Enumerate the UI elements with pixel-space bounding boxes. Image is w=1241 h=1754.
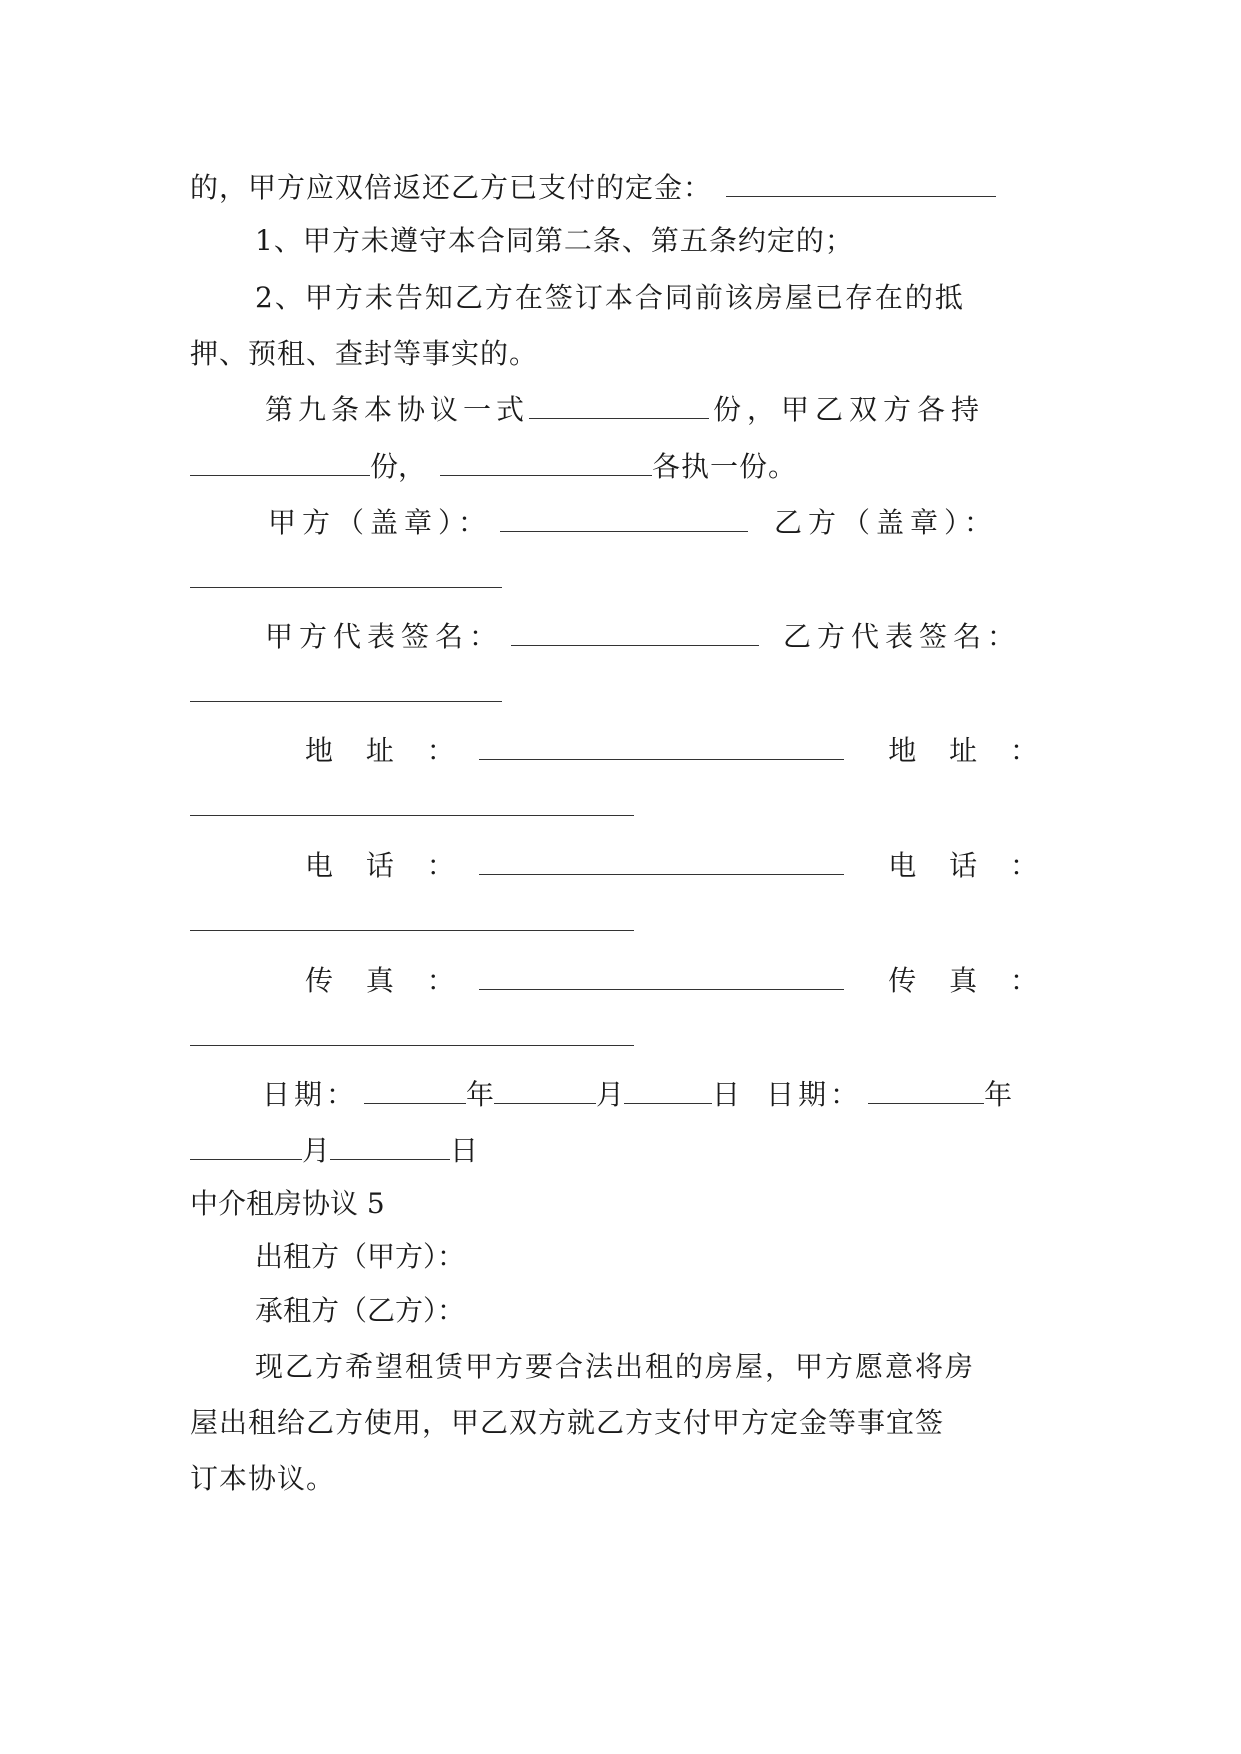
day-text: 日 (712, 1078, 741, 1111)
party-a-address-label: 地 址 ： (305, 734, 467, 767)
party-b-date-label: 日期： (766, 1078, 863, 1111)
fax-line-cont (190, 1016, 1050, 1058)
year-text-b: 年 (984, 1078, 1013, 1111)
party-a-fax-label: 传 真 ： (305, 964, 467, 997)
seal-line (268, 502, 1050, 544)
phone-line (305, 845, 1050, 887)
rep-line-cont (190, 672, 1050, 714)
blank-party-b-month[interactable] (190, 1133, 302, 1160)
clause-item-2-cont: 押、预租、查封等事实的。 (190, 337, 539, 370)
rep-line (265, 616, 1050, 658)
date-line (262, 1074, 1050, 1116)
line-deposit-refund (190, 167, 1050, 209)
text-deposit-refund: 的，甲方应双倍返还乙方已支付的定金： (190, 171, 713, 204)
lessor-label: 出租方（甲方）： (255, 1240, 466, 1273)
clause-item-1: 1、甲方未遵守本合同第二条、第五条约定的； (255, 224, 854, 257)
party-a-phone-label: 电 话 ： (305, 849, 467, 882)
blank-party-a-month[interactable] (494, 1077, 596, 1104)
seal-line-cont (190, 558, 1050, 600)
blank-deposit-amount[interactable] (726, 170, 996, 197)
party-a-seal-label: 甲方（盖章）： (268, 506, 493, 539)
lessee-label: 承租方（乙方）： (255, 1294, 466, 1327)
blank-copies-other[interactable] (440, 449, 652, 476)
party-b-seal-label: 乙方（盖章）： (774, 506, 999, 539)
blank-party-a-year[interactable] (364, 1077, 466, 1104)
year-text: 年 (466, 1078, 495, 1111)
blank-party-b-fax[interactable] (190, 1019, 634, 1046)
article-nine-cont (190, 446, 1050, 488)
fax-line (305, 960, 1050, 1002)
blank-party-a-rep[interactable] (511, 619, 759, 646)
party-b-address-label: 地 址 ： (888, 734, 1050, 767)
paragraph-line-3: 订本协议。 (190, 1462, 336, 1495)
party-b-rep-label: 乙方代表签名： (783, 620, 1022, 653)
article-nine (265, 389, 1050, 431)
blank-party-a-address[interactable] (479, 733, 844, 760)
clause-item-2: 2、甲方未告知乙方在签订本合同前该房屋已存在的抵 (255, 281, 965, 314)
blank-party-a-phone[interactable] (479, 848, 844, 875)
article-nine-text-c: 份， (370, 450, 427, 483)
doc5-title: 中介租房协议 5 (190, 1187, 385, 1220)
article-nine-text-d: 各执一份。 (652, 450, 798, 483)
party-a-date-label: 日期： (262, 1078, 359, 1111)
date-line-cont (190, 1130, 1050, 1172)
month-text: 月 (596, 1078, 625, 1111)
party-b-phone-label: 电 话 ： (888, 849, 1050, 882)
article-nine-text-a: 第九条本协议一式 (265, 393, 530, 426)
party-a-rep-label: 甲方代表签名： (265, 620, 504, 653)
day-text-b: 日 (450, 1134, 479, 1167)
article-nine-text-b: 份，甲乙双方各持 (713, 393, 986, 426)
paragraph-line-1: 现乙方希望租赁甲方要合法出租的房屋，甲方愿意将房 (255, 1350, 976, 1383)
party-b-fax-label: 传 真 ： (888, 964, 1050, 997)
blank-party-a-seal[interactable] (500, 505, 748, 532)
blank-party-b-phone[interactable] (190, 904, 634, 931)
blank-party-b-year[interactable] (868, 1077, 984, 1104)
address-line (305, 730, 1050, 772)
blank-party-a-day[interactable] (624, 1077, 712, 1104)
blank-party-b-rep[interactable] (190, 675, 502, 702)
phone-line-cont (190, 901, 1050, 943)
blank-copies-total[interactable] (529, 392, 709, 419)
blank-party-a-fax[interactable] (479, 963, 844, 990)
blank-copies-each[interactable] (190, 449, 370, 476)
blank-party-b-day[interactable] (330, 1133, 450, 1160)
blank-party-b-seal[interactable] (190, 561, 502, 588)
address-line-cont (190, 786, 1050, 828)
month-text-b: 月 (302, 1134, 331, 1167)
blank-party-b-address[interactable] (190, 789, 634, 816)
paragraph-line-2: 屋出租给乙方使用，甲乙双方就乙方支付甲方定金等事宜签 (190, 1406, 945, 1439)
